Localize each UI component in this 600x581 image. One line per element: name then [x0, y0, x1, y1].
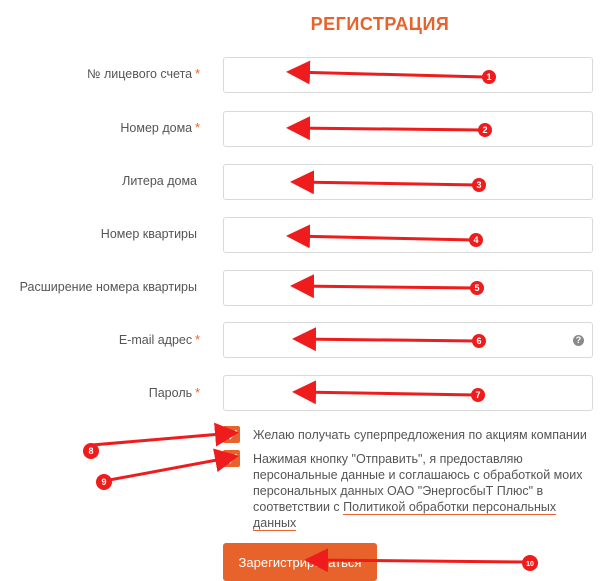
annotation-arrow	[104, 457, 233, 481]
annotation-badge-label: 2	[482, 125, 488, 135]
annotation-arrow	[292, 236, 474, 240]
annotation-arrow	[296, 286, 476, 288]
password-label: Пароль *	[148, 386, 200, 400]
annotation-badge-label: 3	[476, 180, 482, 190]
promo-checkbox-label: Желаю получать суперпредложения по акциям компании	[253, 428, 587, 442]
house-letter-label: Литера дома	[122, 174, 197, 188]
registration-title: РЕГИСТРАЦИЯ	[310, 14, 450, 34]
annotation-badge-label: 7	[475, 390, 481, 400]
annotation-arrow	[292, 72, 485, 77]
annotation-badge-label: 9	[101, 477, 107, 487]
account-number-label: № лицевого счета *	[87, 67, 200, 81]
privacy-policy-link[interactable]: Политикой обработки персональных данных	[253, 500, 557, 530]
consent-text: Нажимая кнопку "Отправить", я предоставляю персональные данные и соглашаюсь с обработкой моих персональных данных ОАО "ЭнергосбыТ Плюс" в соответствии с Политикой обработки персональных данных	[253, 452, 583, 530]
register-button[interactable]: Зарегистрироваться	[223, 543, 377, 581]
annotation-arrow	[292, 128, 482, 130]
help-icon[interactable]: ?	[573, 335, 584, 346]
apartment-extension-label: Расширение номера квартиры	[19, 280, 197, 294]
annotation-badge-label: 6	[476, 336, 482, 346]
annotation-badge-label: 10	[526, 561, 534, 568]
annotation-arrow	[92, 433, 233, 445]
annotation-badge-label: 5	[474, 283, 480, 293]
annotation-arrow	[310, 560, 527, 562]
annotation-badge-label: 8	[88, 446, 94, 456]
apartment-number-label: Номер квартиры	[100, 227, 197, 241]
annotation-arrow	[296, 182, 478, 185]
house-number-label: Номер дома *	[120, 121, 200, 135]
annotation-badge-label: 4	[473, 235, 479, 245]
email-label: E-mail адрес *	[118, 333, 200, 347]
annotation-arrow	[298, 339, 477, 341]
annotation-arrow	[298, 392, 476, 395]
annotation-badge-label: 1	[486, 72, 492, 82]
